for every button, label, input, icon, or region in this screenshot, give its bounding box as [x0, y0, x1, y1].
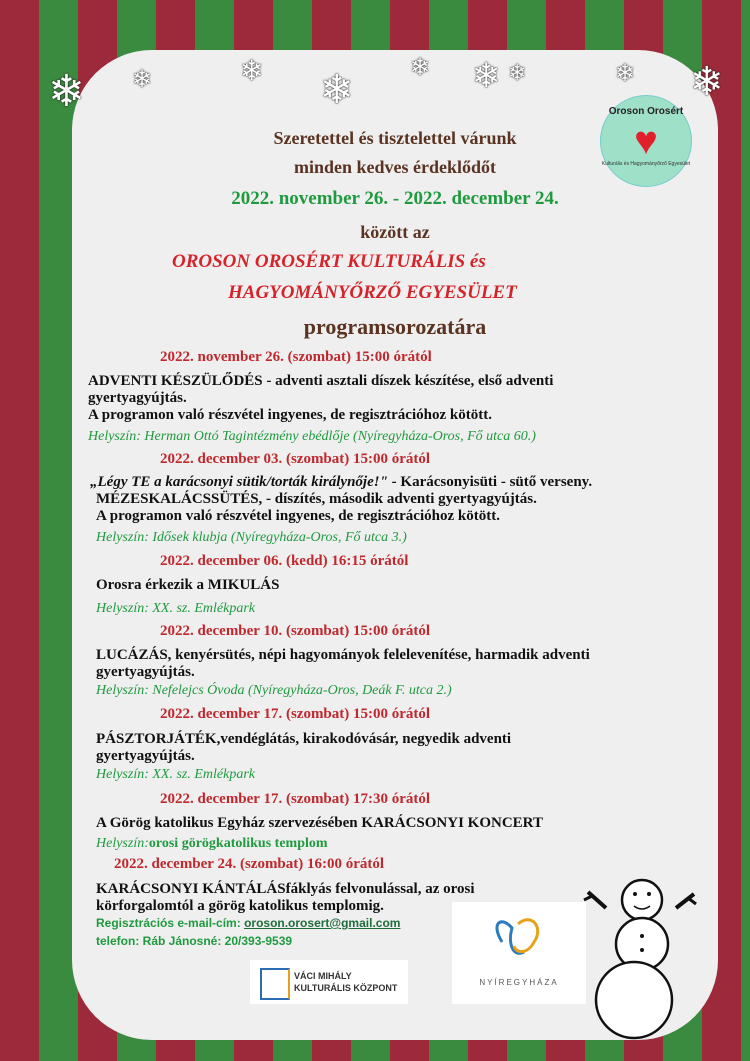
event-description [96, 881, 496, 915]
logo-title: Oroson Orosért [608, 106, 684, 117]
event-line: KARÁCSONYI KÁNTÁLÁSfáklyás felvonulással, az orosi [96, 881, 475, 897]
phone-contact: telefon: Ráb Jánosné: 20/393-9539 [96, 934, 293, 948]
nyiregyhaza-label: NYÍREGYHÁZA [479, 978, 559, 987]
event-line: gyertyagyújtás. [96, 748, 195, 764]
event-location: Helyszín: Nefelejcs Óvoda (Nyíregyháza-Oros, Deák F. utca 2.) [96, 683, 452, 698]
snowflake-icon: ❄ [320, 67, 354, 112]
org-name-1: OROSON OROSÉRT KULTURÁLIS és [172, 251, 486, 272]
event-line: MÉZESKALÁCSSÜTÉS, - díszítés, második adventi gyertyagyújtás. [96, 491, 537, 507]
org-name-2: HAGYOMÁNYŐRZŐ EGYESÜLET [228, 282, 517, 303]
event-line [90, 474, 710, 491]
event-line: ADVENTI KÉSZÜLŐDÉS - adventi asztali díszek készítése, első adventi [88, 373, 554, 389]
event-description [96, 647, 706, 681]
event-line: A programon való részvétel ingyenes, de regisztrációhoz kötött. [96, 508, 500, 524]
event-date: 2022. december 17. (szombat) 17:30 órától [160, 791, 431, 807]
nyiregyhaza-mark-icon [452, 902, 586, 972]
event-location [96, 836, 328, 852]
location-label: Helyszín: [96, 836, 149, 851]
vmk-logo [250, 960, 408, 1004]
snowflake-icon: ❄ [410, 55, 431, 81]
vmk-line-1: VÁCI MIHÁLY [294, 971, 352, 981]
event-date: 2022. december 17. (szombat) 15:00 órától [160, 706, 431, 722]
event-location: Helyszín: Herman Ottó Tagintézmény ebédlője (Nyíregyháza-Oros, Fő utca 60.) [88, 429, 536, 444]
event-line: körforgalomtól a görög katolikus templomig. [96, 898, 384, 914]
vmk-line-2: KULTURÁLIS KÖZPONT [294, 983, 398, 993]
header-line-2: minden kedves érdeklődőt [293, 157, 497, 177]
event-description [88, 373, 708, 424]
event-line: gyertyagyújtás. [96, 664, 195, 680]
location-value: orosi görögkatolikus templom [148, 836, 328, 851]
email-link[interactable]: oroson.orosert@gmail.com [244, 916, 401, 930]
event-description [96, 731, 706, 765]
header-dates: 2022. november 26. - 2022. december 24. [231, 188, 559, 209]
logo-subtitle: Kulturális és Hagyományőrző Egyesület [601, 161, 691, 167]
snowman-icon [580, 870, 710, 1040]
contest-title: „Légy TE a karácsonyi sütik/torták királynője!" [90, 474, 388, 490]
event-description [90, 474, 710, 525]
event-line: gyertyagyújtás. [88, 390, 187, 406]
heart-icon: ♥ [634, 118, 658, 163]
event-date: 2022. december 24. (szombat) 16:00 órától [114, 856, 385, 872]
snowflake-icon: ❄ [472, 58, 501, 95]
snowflake-icon: ❄ [48, 67, 85, 116]
header-line-4: programsorozatára [303, 314, 487, 339]
event-date: 2022. november 26. (szombat) 15:00 órától [160, 349, 432, 365]
event-date: 2022. december 10. (szombat) 15:00 órától [160, 623, 431, 639]
snowflake-icon: ❄ [615, 61, 636, 87]
event-line: PÁSZTORJÁTÉK,vendéglátás, kirakodóvásár, negyedik adventi [96, 731, 512, 747]
snowflake-icon: ❄ [690, 59, 724, 104]
snowflake-icon: ❄ [240, 56, 264, 87]
event-location: Helyszín: Idősek klubja (Nyíregyháza-Oros, Fő utca 3.) [96, 530, 407, 545]
email-label: Regisztrációs e-mail-cím: [96, 916, 245, 930]
snowflake-icon: ❄ [508, 60, 527, 85]
header-line-3: között az [360, 222, 430, 242]
event-date: 2022. december 03. (szombat) 15:00 órától [160, 451, 431, 467]
event-date: 2022. december 06. (kedd) 16:15 órától [160, 553, 409, 569]
event-line: A programon való részvétel ingyenes, de regisztrációhoz kötött. [88, 407, 492, 423]
header-line-1: Szeretettel és tisztelettel várunk [273, 128, 517, 148]
nyiregyhaza-logo [452, 902, 586, 1004]
event-location: Helyszín: XX. sz. Emlékpark [96, 767, 256, 782]
event-line: A Görög katolikus Egyház szervezésében KARÁCSONYI KONCERT [96, 815, 543, 831]
contest-subtitle: - Karácsonyisüti - sütő verseny. [387, 474, 593, 490]
snowflake-icon: ❄ [132, 67, 153, 93]
event-line: Orosra érkezik a MIKULÁS [96, 577, 280, 593]
registration-email [96, 916, 400, 930]
vmk-mark-icon [260, 968, 290, 1000]
event-location: Helyszín: XX. sz. Emlékpark [96, 601, 256, 616]
event-line: LUCÁZÁS, kenyérsütés, népi hagyományok felelevenítése, harmadik adventi [96, 647, 590, 663]
